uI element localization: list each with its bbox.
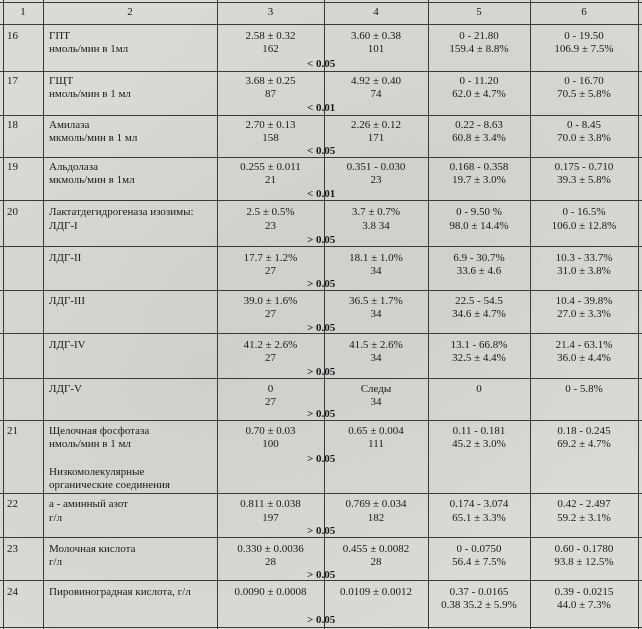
p-value: > 0.05 (307, 322, 336, 334)
cell-count: 23 (265, 220, 276, 232)
cell-value: 3.68 ± 0.25 (245, 75, 296, 87)
p-value: > 0.05 (307, 366, 336, 378)
cell-count: 3.8 34 (362, 220, 390, 232)
cell-range: 0.168 - 0.358 (449, 161, 509, 173)
cell-value: 3.7 ± 0.7% (351, 206, 401, 218)
cell-percent: 27.0 ± 3.3% (557, 308, 611, 320)
cell-value: 0.330 ± 0.0036 (237, 543, 304, 555)
cell-percent: 56.4 ± 7.5% (452, 556, 506, 568)
cell-count: 34 (370, 265, 382, 277)
cell-count: 87 (265, 88, 276, 100)
row-number: 23 (7, 543, 18, 555)
p-value: > 0.05 (307, 525, 336, 537)
cell-count: 27 (265, 352, 276, 364)
cell-range: 0.60 - 0.1780 (554, 543, 614, 555)
cell-percent: 62.0 ± 4.7% (452, 88, 506, 100)
cell-percent: 32.5 ± 4.4% (452, 352, 506, 364)
section-label: органические соединения (49, 479, 170, 491)
cell-range: 0 - 9.50 % (456, 206, 502, 218)
cell-range: 0.39 - 0.0215 (554, 586, 614, 598)
cell-value: 4.92 ± 0.40 (350, 75, 402, 87)
row-number: 17 (7, 75, 18, 87)
cell-percent: 39.3 ± 5.8% (557, 174, 611, 186)
row-name: ГЩТ (49, 75, 74, 87)
cell-percent: 19.7 ± 3.0% (452, 174, 506, 186)
header-cell-3: 3 (267, 6, 274, 18)
cell-value: 39.0 ± 1.6% (243, 295, 298, 307)
table-hline (0, 627, 642, 628)
cell-value: 0.65 ± 0.004 (348, 425, 404, 437)
cell-count: 162 (262, 43, 279, 55)
row-number: 22 (7, 498, 18, 510)
p-value: > 0.05 (307, 278, 336, 290)
cell-value: 3.60 ± 0.38 (350, 30, 402, 42)
row-number: 21 (7, 425, 18, 437)
cell-value: 36.5 ± 1.7% (349, 295, 403, 307)
p-value: < 0.01 (307, 102, 336, 114)
cell-value: 0.455 ± 0.0082 (342, 543, 410, 555)
cell-range: 22.5 - 54.5 (455, 295, 503, 307)
row-name: а - аминный азот (49, 498, 128, 510)
cell-count: 111 (368, 438, 384, 450)
cell-range: 0.18 - 0.245 (557, 425, 611, 437)
cell-value: 41.5 ± 2.6% (349, 339, 403, 351)
cell-percent: 34.6 ± 4.7% (452, 308, 506, 320)
cell-range: 0.174 - 3.074 (449, 498, 509, 510)
row-name: Пировиноградная кислота, г/л (49, 586, 191, 598)
cell-range: 0.42 - 2.497 (557, 498, 611, 510)
cell-percent: 70.5 ± 5.8% (557, 88, 611, 100)
header-cell-6: 6 (581, 6, 587, 18)
cell-value: Следы (360, 383, 392, 395)
cell-value: 0.811 ± 0.038 (240, 498, 301, 510)
cell-count: 21 (265, 174, 276, 186)
section-label: Низкомолекулярные (49, 466, 145, 478)
cell-value: 0.0090 ± 0.0008 (234, 586, 307, 598)
cell-range: 0 - 8.45 (567, 119, 601, 131)
cell-range: 13.1 - 66.8% (450, 339, 508, 351)
cell-range: 0 - 16.5% (562, 206, 606, 218)
header-cell-5: 5 (476, 6, 482, 18)
cell-count: 197 (262, 512, 279, 524)
row-unit: нмоль/мин в 1мл (49, 43, 129, 55)
cell-percent: 106.0 ± 12.8% (551, 220, 617, 232)
p-value: > 0.05 (307, 234, 336, 246)
cell-range: 0.22 - 8.63 (455, 119, 503, 131)
cell-value: 18.1 ± 1.0% (349, 252, 403, 264)
cell-percent: 69.2 ± 4.7% (557, 438, 611, 450)
cell-value: 41.2 ± 2.6% (243, 339, 298, 351)
row-number: 18 (7, 119, 18, 131)
row-name: Амилаза (49, 119, 90, 131)
cell-percent: 98.0 ± 14.4% (449, 220, 509, 232)
header-cell-4: 4 (373, 6, 379, 18)
row-name: Лактатдегидрогеназа изозимы: (49, 206, 194, 218)
cell-count: 28 (370, 556, 382, 568)
cell-count: 34 (370, 396, 382, 408)
p-value: < 0.05 (307, 145, 336, 157)
cell-count: 34 (370, 352, 382, 364)
cell-value: 0.351 - 0.030 (346, 161, 406, 173)
cell-value: 2.70 ± 0.13 (245, 119, 296, 131)
row-unit: мкмоль/мин в 1мл (49, 174, 135, 186)
row-name: Молочная кислота (49, 543, 136, 555)
cell-percent: 60.8 ± 3.4% (452, 132, 506, 144)
cell-range: 10.4 - 39.8% (555, 295, 613, 307)
row-subname: ЛДГ-II (49, 252, 82, 264)
cell-percent: 70.0 ± 3.8% (557, 132, 611, 144)
cell-range: 0 - 11.20 (459, 75, 499, 87)
row-number: 19 (7, 161, 18, 173)
cell-percent: 106.9 ± 7.5% (554, 43, 614, 55)
cell-value: 2.58 ± 0.32 (245, 30, 296, 42)
cell-count: 100 (262, 438, 279, 450)
row-number: 24 (7, 586, 18, 598)
cell-count: 27 (265, 308, 276, 320)
p-value: > 0.05 (307, 453, 336, 465)
row-subname: ЛДГ-I (49, 220, 78, 232)
cell-percent: 31.0 ± 3.8% (557, 265, 611, 277)
cell-percent: 59.2 ± 3.1% (557, 512, 611, 524)
cell-count: 28 (265, 556, 276, 568)
row-subname: ЛДГ-IV (49, 339, 86, 351)
p-value: > 0.05 (307, 408, 336, 420)
cell-value: 0.70 ± 0.03 (245, 425, 296, 437)
cell-percent: 36.0 ± 4.4% (557, 352, 611, 364)
cell-value: 0 (267, 383, 274, 395)
table-hline (0, 115, 642, 116)
p-value: < 0.01 (307, 188, 336, 200)
row-subname: ЛДГ-III (49, 295, 85, 307)
cell-value: 0.0109 ± 0.0012 (339, 586, 413, 598)
cell-range: 0 - 16.70 (564, 75, 604, 87)
row-unit: нмоль/мин в 1 мл (49, 88, 131, 100)
table-hline (0, 2, 642, 3)
table-vline (638, 0, 639, 629)
header-cell-2: 2 (127, 6, 133, 18)
row-name: Щелочная фосфотаза (49, 425, 150, 437)
cell-value: 17.7 ± 1.2% (243, 252, 298, 264)
cell-percent: 45.2 ± 3.0% (452, 438, 506, 450)
cell-range: 10.3 - 33.7% (555, 252, 613, 264)
row-unit: г/л (49, 556, 63, 568)
row-subname: ЛДГ-V (49, 383, 82, 395)
p-value: > 0.05 (307, 614, 336, 626)
cell-range: 0 - 21.80 (459, 30, 499, 42)
cell-range: 6.9 - 30.7% (453, 252, 505, 264)
table-vline (3, 0, 4, 629)
header-cell-1: 1 (20, 6, 26, 18)
cell-percent: 0.38 35.2 ± 5.9% (441, 599, 517, 611)
row-name: Альдолаза (49, 161, 99, 173)
cell-range: 0 - 5.8% (565, 383, 603, 395)
cell-count: 27 (265, 396, 276, 408)
cell-value: 2.26 ± 0.12 (350, 119, 402, 131)
cell-count: 171 (367, 132, 385, 144)
p-value: > 0.05 (307, 569, 336, 581)
row-unit: нмоль/мин в 1 мл (49, 438, 131, 450)
table-hline (0, 24, 642, 25)
cell-range: 0.11 - 0.181 (452, 425, 506, 437)
cell-value: 2.5 ± 0.5% (246, 206, 295, 218)
table-hline (0, 71, 642, 72)
row-unit: г/л (49, 512, 63, 524)
p-value: < 0.05 (307, 58, 336, 70)
cell-percent: 33.6 ± 4.6 (456, 265, 502, 277)
cell-percent: 93.8 ± 12.5% (554, 556, 614, 568)
cell-range: 0 (476, 383, 482, 395)
table-vline (43, 0, 44, 629)
cell-range: 0.37 - 0.0165 (449, 586, 509, 598)
cell-range: 0 - 0.0750 (456, 543, 502, 555)
cell-value: 0.255 ± 0.011 (240, 161, 301, 173)
cell-count: 34 (370, 308, 382, 320)
table-hline (0, 493, 642, 494)
cell-count: 101 (367, 43, 385, 55)
cell-range: 21.4 - 63.1% (555, 339, 613, 351)
cell-count: 182 (367, 512, 385, 524)
cell-count: 158 (262, 132, 279, 144)
cell-count: 74 (370, 88, 382, 100)
cell-count: 23 (370, 174, 382, 186)
cell-percent: 65.1 ± 3.3% (452, 512, 506, 524)
row-name: ГПТ (49, 30, 71, 42)
row-unit: мкмоль/мин в 1 мл (49, 132, 138, 144)
row-number: 20 (7, 206, 18, 218)
cell-range: 0 - 19.50 (564, 30, 604, 42)
cell-range: 0.175 - 0.710 (554, 161, 614, 173)
cell-count: 27 (265, 265, 276, 277)
row-number: 16 (7, 30, 18, 42)
cell-percent: 44.0 ± 7.3% (557, 599, 611, 611)
cell-percent: 159.4 ± 8.8% (449, 43, 509, 55)
cell-value: 0.769 ± 0.034 (345, 498, 407, 510)
